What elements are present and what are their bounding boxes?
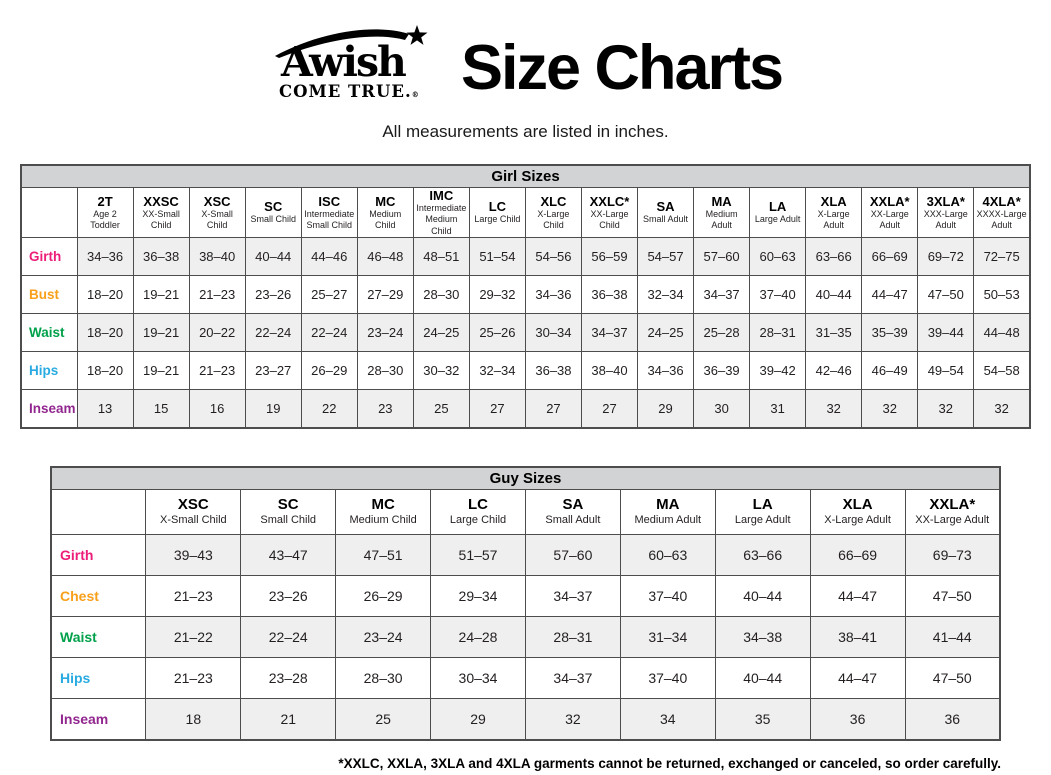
logo-tagline — [279, 82, 420, 101]
size-code: ISC — [318, 193, 341, 209]
measurement-cell: 40–44 — [715, 657, 810, 698]
measurement-cell: 27 — [525, 389, 581, 428]
size-description: X-Large Child — [537, 208, 570, 230]
girl-sizes-table — [20, 164, 1031, 429]
size-description: Large Child — [474, 214, 521, 225]
registered-mark: ® — [411, 90, 420, 99]
measurement-cell: 26–29 — [301, 351, 357, 389]
size-description: Small Child — [260, 514, 317, 527]
measurement-cell: 41–44 — [905, 616, 1000, 657]
size-code: XLC — [540, 193, 567, 209]
measurement-cell: 36–38 — [525, 351, 581, 389]
measurement-cell: 40–44 — [806, 275, 862, 313]
size-code: 2T — [97, 193, 113, 209]
measurement-cell: 47–51 — [336, 534, 431, 575]
size-code: 4XLA* — [982, 193, 1021, 209]
measurement-cell: 34 — [620, 698, 715, 740]
girl-sizes-section — [20, 164, 1031, 429]
size-description: Small Adult — [643, 214, 689, 225]
measurement-cell: 38–41 — [810, 616, 905, 657]
measurement-cell: 25 — [413, 389, 469, 428]
table-row — [21, 351, 1030, 389]
measurement-cell: 63–66 — [715, 534, 810, 575]
size-description: XXX-Large Adult — [923, 208, 968, 230]
measurement-cell: 49–54 — [918, 351, 974, 389]
measurement-cell: 23–26 — [241, 575, 336, 616]
logo-wordmark: Awish — [280, 38, 405, 86]
girl-sizes-column-header — [77, 188, 133, 238]
measurement-cell: 43–47 — [241, 534, 336, 575]
measurement-cell: 30–34 — [525, 313, 581, 351]
size-code: IMC — [429, 188, 454, 203]
measurement-cell: 48–51 — [413, 237, 469, 275]
measurement-cell: 34–37 — [525, 575, 620, 616]
girl-sizes-column-header — [301, 188, 357, 238]
measurement-cell: 24–25 — [638, 313, 694, 351]
measurement-cell: 46–49 — [862, 351, 918, 389]
size-code: XLA — [842, 496, 873, 514]
table-row — [51, 657, 1000, 698]
measurement-cell: 24–25 — [413, 313, 469, 351]
size-code: XXLA* — [929, 496, 976, 514]
measurement-cell: 31 — [750, 389, 806, 428]
measurement-cell: 27 — [581, 389, 637, 428]
measurement-cell: 23–26 — [245, 275, 301, 313]
measurement-cell: 36–38 — [133, 237, 189, 275]
measurement-cell: 23–28 — [241, 657, 336, 698]
measurement-cell: 40–44 — [715, 575, 810, 616]
size-description: XX-Large Adult — [870, 208, 909, 230]
measurement-cell: 36–39 — [694, 351, 750, 389]
size-description: Large Adult — [754, 214, 801, 225]
size-description: XXXX-Large Adult — [976, 208, 1027, 230]
measurement-cell: 32 — [862, 389, 918, 428]
measurement-cell: 34–36 — [77, 237, 133, 275]
measurement-cell: 23–27 — [245, 351, 301, 389]
measurement-cell: 35–39 — [862, 313, 918, 351]
guy-sizes-column-header — [241, 489, 336, 534]
measurement-cell: 28–30 — [413, 275, 469, 313]
guy-sizes-column-header — [525, 489, 620, 534]
measurement-cell: 16 — [189, 389, 245, 428]
logo-tagline-text: COME TRUE. — [278, 82, 412, 101]
measurement-cell: 51–54 — [469, 237, 525, 275]
size-description: Small Adult — [545, 514, 601, 527]
measurement-cell: 44–47 — [862, 275, 918, 313]
measurement-cell: 26–29 — [336, 575, 431, 616]
measurement-cell: 25–26 — [469, 313, 525, 351]
measurement-cell: 18–20 — [77, 351, 133, 389]
size-code: SC — [264, 199, 283, 215]
girl-sizes-column-header — [750, 188, 806, 238]
measurement-cell: 39–42 — [750, 351, 806, 389]
measurement-cell: 28–30 — [357, 351, 413, 389]
size-code: XSC — [203, 193, 231, 209]
guy-sizes-title: Guy Sizes — [51, 467, 1000, 490]
measurement-cell: 44–47 — [810, 575, 905, 616]
size-code: XXSC — [143, 193, 179, 209]
girl-sizes-column-header — [694, 188, 750, 238]
guy-sizes-row-label: Chest — [51, 575, 146, 616]
measurement-cell: 29 — [638, 389, 694, 428]
girl-sizes-row-label: Inseam — [21, 389, 77, 428]
measurement-cell: 18–20 — [77, 275, 133, 313]
footnote: *XXLC, XXLA, 3XLA and 4XLA garments cannot be returned, exchanged or canceled, so order carefully. — [338, 755, 1001, 771]
measurement-cell: 50–53 — [974, 275, 1030, 313]
measurement-cell: 28–31 — [525, 616, 620, 657]
girl-sizes-row-label: Bust — [21, 275, 77, 313]
girl-sizes-row-label: Waist — [21, 313, 77, 351]
size-description: X-Large Adult — [817, 208, 850, 230]
measurement-cell: 60–63 — [620, 534, 715, 575]
size-description: XX-Large Child — [590, 208, 629, 230]
guy-sizes-row-label: Inseam — [51, 698, 146, 740]
size-description: Medium Child — [349, 514, 417, 527]
measurement-cell: 25 — [336, 698, 431, 740]
girl-sizes-column-header — [133, 188, 189, 238]
measurement-cell: 54–57 — [638, 237, 694, 275]
guy-sizes-row-label: Hips — [51, 657, 146, 698]
measurement-cell: 29 — [431, 698, 526, 740]
page-title: Size Charts — [460, 32, 783, 103]
measurement-cell: 63–66 — [806, 237, 862, 275]
measurement-cell: 34–38 — [715, 616, 810, 657]
measurement-cell: 15 — [133, 389, 189, 428]
measurement-cell: 39–43 — [146, 534, 241, 575]
measurement-cell: 38–40 — [581, 351, 637, 389]
size-code: XXLC* — [589, 193, 630, 209]
measurement-cell: 19–21 — [133, 313, 189, 351]
measurement-cell: 27 — [469, 389, 525, 428]
page-header — [0, 0, 1051, 106]
guy-sizes-column-header — [336, 489, 431, 534]
measurement-cell: 27–29 — [357, 275, 413, 313]
measurement-cell: 21–22 — [146, 616, 241, 657]
guy-sizes-row-label: Girth — [51, 534, 146, 575]
measurement-cell: 57–60 — [694, 237, 750, 275]
measurement-cell: 23–24 — [357, 313, 413, 351]
measurement-cell: 35 — [715, 698, 810, 740]
size-code: MC — [375, 193, 396, 209]
measurement-cell: 22–24 — [241, 616, 336, 657]
measurement-cell: 57–60 — [525, 534, 620, 575]
girl-sizes-column-header — [918, 188, 974, 238]
measurement-cell: 22–24 — [301, 313, 357, 351]
measurement-cell: 32 — [974, 389, 1030, 428]
size-code: SA — [656, 199, 675, 215]
table-title-row — [51, 467, 1000, 490]
measurement-cell: 24–28 — [431, 616, 526, 657]
table-row — [51, 616, 1000, 657]
measurement-cell: 37–40 — [620, 657, 715, 698]
corner-cell — [51, 489, 146, 534]
size-description: Small Child — [250, 214, 296, 225]
measurement-cell: 32 — [525, 698, 620, 740]
girl-sizes-column-header — [245, 188, 301, 238]
size-code: LA — [768, 199, 787, 215]
measurement-cell: 32–34 — [469, 351, 525, 389]
girl-sizes-row-label: Girth — [21, 237, 77, 275]
table-title-row — [21, 165, 1030, 188]
measurement-cell: 20–22 — [189, 313, 245, 351]
measurement-cell: 31–35 — [806, 313, 862, 351]
size-description: Intermediate Small Child — [304, 208, 355, 230]
measurement-cell: 31–34 — [620, 616, 715, 657]
table-row — [51, 575, 1000, 616]
size-description: X-Small Child — [201, 208, 233, 230]
guy-sizes-section — [50, 466, 1001, 741]
measurement-cell: 69–73 — [905, 534, 1000, 575]
measurement-cell: 42–46 — [806, 351, 862, 389]
size-code: LC — [468, 496, 488, 514]
measurement-cell: 69–72 — [918, 237, 974, 275]
guy-sizes-column-header — [146, 489, 241, 534]
size-code: SA — [562, 496, 584, 514]
measurement-cell: 32 — [918, 389, 974, 428]
size-code: XXLA* — [869, 193, 910, 209]
size-description: Intermediate Medium Child — [416, 203, 467, 236]
size-description: X-Large Adult — [824, 514, 891, 527]
measurement-cell: 28–31 — [750, 313, 806, 351]
measurement-cell: 23 — [357, 389, 413, 428]
size-description: Medium Child — [369, 208, 402, 230]
measurement-cell: 23–24 — [336, 616, 431, 657]
measurement-cell: 34–36 — [525, 275, 581, 313]
measurement-cell: 66–69 — [810, 534, 905, 575]
guy-sizes-column-header — [620, 489, 715, 534]
measurement-cell: 32–34 — [638, 275, 694, 313]
size-code: MC — [371, 496, 395, 514]
measurement-cell: 18 — [146, 698, 241, 740]
measurement-cell: 30–34 — [431, 657, 526, 698]
table-row — [51, 698, 1000, 740]
measurement-cell: 47–50 — [918, 275, 974, 313]
table-row — [21, 389, 1030, 428]
measurement-cell: 36–38 — [581, 275, 637, 313]
size-code: LA — [752, 496, 773, 514]
girl-sizes-column-header — [525, 188, 581, 238]
measurement-cell: 46–48 — [357, 237, 413, 275]
measurement-cell: 21–23 — [146, 657, 241, 698]
measurement-cell: 72–75 — [974, 237, 1030, 275]
measurement-cell: 34–36 — [638, 351, 694, 389]
table-header-row — [51, 489, 1000, 534]
guy-sizes-column-header — [431, 489, 526, 534]
girl-sizes-column-header — [806, 188, 862, 238]
measurement-cell: 29–34 — [431, 575, 526, 616]
measurement-cell: 66–69 — [862, 237, 918, 275]
size-description: X-Small Child — [160, 514, 227, 527]
measurement-cell: 47–50 — [905, 575, 1000, 616]
corner-cell — [21, 188, 77, 238]
girl-sizes-row-label: Hips — [21, 351, 77, 389]
girl-sizes-column-header — [189, 188, 245, 238]
guy-sizes-row-label: Waist — [51, 616, 146, 657]
size-code: MA — [711, 193, 732, 209]
size-description: XX-Large Adult — [915, 514, 990, 527]
measurement-cell: 22 — [301, 389, 357, 428]
table-row — [21, 275, 1030, 313]
table-row — [21, 237, 1030, 275]
page-subtitle: All measurements are listed in inches. — [382, 122, 669, 141]
size-description: Medium Adult — [634, 514, 702, 527]
girl-sizes-column-header — [413, 188, 469, 238]
size-description: Age 2 Toddler — [90, 208, 120, 230]
measurement-cell: 25–28 — [694, 313, 750, 351]
size-description: Large Adult — [734, 514, 791, 527]
girl-sizes-column-header — [974, 188, 1030, 238]
measurement-cell: 19 — [245, 389, 301, 428]
measurement-cell: 19–21 — [133, 275, 189, 313]
size-code: SC — [277, 496, 299, 514]
size-code: XLA — [820, 193, 847, 209]
measurement-cell: 18–20 — [77, 313, 133, 351]
measurement-cell: 54–58 — [974, 351, 1030, 389]
measurement-cell: 21–23 — [146, 575, 241, 616]
measurement-cell: 51–57 — [431, 534, 526, 575]
girl-sizes-column-header — [638, 188, 694, 238]
size-description: Large Child — [449, 514, 507, 527]
size-description: Medium Adult — [705, 208, 738, 230]
size-description: XX-Small Child — [142, 208, 180, 230]
logo-swoosh-star-icon — [269, 24, 441, 58]
measurement-cell: 37–40 — [620, 575, 715, 616]
table-row — [21, 313, 1030, 351]
girl-sizes-column-header — [469, 188, 525, 238]
size-code: XSC — [177, 496, 209, 514]
measurement-cell: 44–46 — [301, 237, 357, 275]
measurement-cell: 29–32 — [469, 275, 525, 313]
measurement-cell: 21–23 — [189, 351, 245, 389]
measurement-cell: 19–21 — [133, 351, 189, 389]
measurement-cell: 56–59 — [581, 237, 637, 275]
measurement-cell: 47–50 — [905, 657, 1000, 698]
measurement-cell: 32 — [806, 389, 862, 428]
measurement-cell: 44–48 — [974, 313, 1030, 351]
measurement-cell: 22–24 — [245, 313, 301, 351]
measurement-cell: 30 — [694, 389, 750, 428]
guy-sizes-column-header — [715, 489, 810, 534]
measurement-cell: 37–40 — [750, 275, 806, 313]
measurement-cell: 34–37 — [525, 657, 620, 698]
guy-sizes-table — [50, 466, 1001, 741]
measurement-cell: 25–27 — [301, 275, 357, 313]
measurement-cell: 28–30 — [336, 657, 431, 698]
measurement-cell: 34–37 — [581, 313, 637, 351]
size-code: LC — [488, 199, 507, 215]
table-header-row — [21, 188, 1030, 238]
size-code: 3XLA* — [926, 193, 965, 209]
measurement-cell: 13 — [77, 389, 133, 428]
measurement-cell: 44–47 — [810, 657, 905, 698]
measurement-cell: 36 — [905, 698, 1000, 740]
measurement-cell: 34–37 — [694, 275, 750, 313]
girl-sizes-column-header — [862, 188, 918, 238]
brand-logo — [269, 30, 441, 106]
measurement-cell: 54–56 — [525, 237, 581, 275]
measurement-cell: 30–32 — [413, 351, 469, 389]
measurement-cell: 60–63 — [750, 237, 806, 275]
measurement-cell: 21–23 — [189, 275, 245, 313]
girl-sizes-column-header — [357, 188, 413, 238]
measurement-cell: 38–40 — [189, 237, 245, 275]
guy-sizes-column-header — [810, 489, 905, 534]
girl-sizes-title: Girl Sizes — [21, 165, 1030, 188]
measurement-cell: 36 — [810, 698, 905, 740]
table-row — [51, 534, 1000, 575]
girl-sizes-column-header — [581, 188, 637, 238]
guy-sizes-column-header — [905, 489, 1000, 534]
measurement-cell: 21 — [241, 698, 336, 740]
measurement-cell: 39–44 — [918, 313, 974, 351]
size-code: MA — [656, 496, 680, 514]
measurement-cell: 40–44 — [245, 237, 301, 275]
